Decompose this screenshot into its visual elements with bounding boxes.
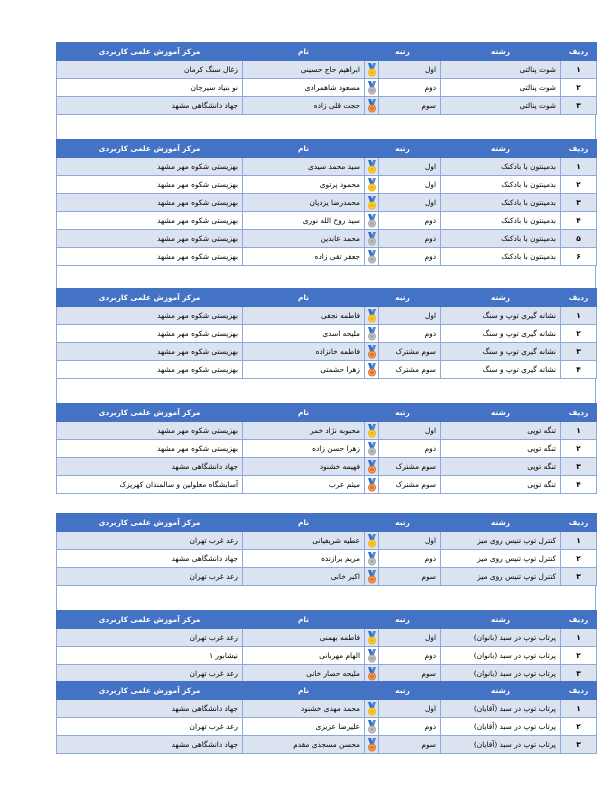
table-row: [57, 629, 597, 647]
silver-medal-icon: [367, 81, 377, 95]
table-row: [57, 458, 597, 476]
row-rank: دوم: [379, 718, 441, 736]
results-table: [56, 139, 597, 266]
row-medal: [365, 647, 379, 665]
row-index: ۲: [561, 325, 597, 343]
table-row: [57, 700, 597, 718]
header-index: ردیف: [561, 289, 597, 307]
row-medal: [365, 325, 379, 343]
bronze-medal-icon: [367, 570, 377, 584]
bronze-medal-icon: [367, 460, 377, 474]
row-name: فاطمه بهمنی: [243, 629, 365, 647]
row-name: اکبر خانی: [243, 568, 365, 586]
header-name: نام: [243, 289, 365, 307]
row-rank: دوم: [379, 79, 441, 97]
header-index: ردیف: [561, 514, 597, 532]
header-name: نام: [243, 514, 365, 532]
row-sport: نشانه گیری توپ و سنگ: [441, 361, 561, 379]
gold-medal-icon: [367, 178, 377, 192]
row-name: محمود پرتوی: [243, 176, 365, 194]
gold-medal-icon: [367, 424, 377, 438]
row-medal: [365, 194, 379, 212]
silver-medal-icon: [367, 214, 377, 228]
row-medal: [365, 440, 379, 458]
header-name: نام: [243, 611, 365, 629]
row-name: علیرضا عزیزی: [243, 718, 365, 736]
row-index: ۲: [561, 79, 597, 97]
table-header-row: [57, 140, 597, 158]
row-sport: بدمینتون با بادکنک: [441, 176, 561, 194]
row-rank: دوم: [379, 647, 441, 665]
results-table: [56, 610, 597, 683]
header-sport: رشته: [441, 140, 561, 158]
header-index: ردیف: [561, 611, 597, 629]
header-name: نام: [243, 682, 365, 700]
row-sport: پرتاب توپ در سبد (آقایان): [441, 736, 561, 754]
row-center: جهاد دانشگاهی مشهد: [57, 550, 243, 568]
header-index: ردیف: [561, 682, 597, 700]
results-table: [56, 403, 597, 494]
row-name: الهام مهربانی: [243, 647, 365, 665]
header-center: مرکز آموزش علمی کاربردی: [57, 514, 243, 532]
row-center: بهزیستی شکوه مهر مشهد: [57, 307, 243, 325]
row-rank: اول: [379, 422, 441, 440]
row-sport: پرتاب توپ در سبد (بانوان): [441, 647, 561, 665]
row-medal: [365, 550, 379, 568]
results-table-block: [56, 403, 596, 494]
row-center: بهزیستی شکوه مهر مشهد: [57, 230, 243, 248]
header-sport: رشته: [441, 404, 561, 422]
row-index: ۳: [561, 97, 597, 115]
row-rank: دوم: [379, 550, 441, 568]
row-medal: [365, 458, 379, 476]
table-header-row: [57, 611, 597, 629]
row-index: ۲: [561, 176, 597, 194]
table-row: [57, 325, 597, 343]
row-sport: تنگه توپی: [441, 476, 561, 494]
table-header-row: [57, 514, 597, 532]
row-rank: سوم مشترک: [379, 476, 441, 494]
silver-medal-icon: [367, 720, 377, 734]
row-name: محمد مهدی خشنود: [243, 700, 365, 718]
row-center: نیشابور ۱: [57, 647, 243, 665]
row-rank: سوم مشترک: [379, 458, 441, 476]
table-header-row: [57, 682, 597, 700]
row-name: ابراهیم حاج حسینی: [243, 61, 365, 79]
row-name: حجت قلی زاده: [243, 97, 365, 115]
row-rank: اول: [379, 307, 441, 325]
table-header-row: [57, 43, 597, 61]
header-rank: رتبه: [365, 404, 441, 422]
row-medal: [365, 158, 379, 176]
row-sport: نشانه گیری توپ و سنگ: [441, 343, 561, 361]
row-center: بهزیستی شکوه مهر مشهد: [57, 343, 243, 361]
row-name: فاطمه خانزاده: [243, 343, 365, 361]
row-index: ۱: [561, 158, 597, 176]
row-sport: کنترل توپ تنیس روی میز: [441, 532, 561, 550]
table-header-row: [57, 289, 597, 307]
header-center: مرکز آموزش علمی کاربردی: [57, 682, 243, 700]
gold-medal-icon: [367, 160, 377, 174]
table-row: [57, 665, 597, 683]
results-table-block: [56, 42, 596, 143]
row-sport: بدمینتون با بادکنک: [441, 194, 561, 212]
row-center: جهاد دانشگاهی مشهد: [57, 700, 243, 718]
header-rank: رتبه: [365, 289, 441, 307]
header-index: ردیف: [561, 140, 597, 158]
row-rank: دوم: [379, 325, 441, 343]
bronze-medal-icon: [367, 738, 377, 752]
row-center: جهاد دانشگاهی مشهد: [57, 736, 243, 754]
header-rank: رتبه: [365, 682, 441, 700]
table-row: [57, 550, 597, 568]
row-rank: سوم مشترک: [379, 361, 441, 379]
header-name: نام: [243, 43, 365, 61]
row-name: سید روح الله نوری: [243, 212, 365, 230]
table-row: [57, 647, 597, 665]
row-sport: پرتاب توپ در سبد (بانوان): [441, 665, 561, 683]
row-sport: شوت پنالتی: [441, 97, 561, 115]
header-name: نام: [243, 404, 365, 422]
results-table: [56, 681, 597, 754]
row-medal: [365, 307, 379, 325]
table-row: [57, 532, 597, 550]
row-medal: [365, 736, 379, 754]
row-rank: اول: [379, 194, 441, 212]
row-name: عطیه شریفیانی: [243, 532, 365, 550]
row-center: جهاد دانشگاهی مشهد: [57, 458, 243, 476]
row-rank: اول: [379, 158, 441, 176]
bronze-medal-icon: [367, 99, 377, 113]
bronze-medal-icon: [367, 345, 377, 359]
row-center: رعد غرب تهران: [57, 665, 243, 683]
row-index: ۲: [561, 718, 597, 736]
row-center: رعد غرب تهران: [57, 718, 243, 736]
row-index: ۱: [561, 532, 597, 550]
row-name: محسن مسجدی مقدم: [243, 736, 365, 754]
table-row: [57, 61, 597, 79]
row-sport: کنترل توپ تنیس روی میز: [441, 550, 561, 568]
row-medal: [365, 476, 379, 494]
row-medal: [365, 361, 379, 379]
row-rank: دوم: [379, 440, 441, 458]
row-rank: سوم مشترک: [379, 343, 441, 361]
row-rank: اول: [379, 532, 441, 550]
row-sport: شوت پنالتی: [441, 79, 561, 97]
row-medal: [365, 97, 379, 115]
row-index: ۳: [561, 665, 597, 683]
table-row: [57, 568, 597, 586]
row-center: بهزیستی شکوه مهر مشهد: [57, 212, 243, 230]
row-sport: بدمینتون با بادکنک: [441, 158, 561, 176]
row-name: مسعود شاهمرادی: [243, 79, 365, 97]
row-sport: تنگه توپی: [441, 458, 561, 476]
row-name: زهرا حسن زاده: [243, 440, 365, 458]
row-name: زهرا حشمتی: [243, 361, 365, 379]
row-index: ۱: [561, 307, 597, 325]
table-row: [57, 343, 597, 361]
bronze-medal-icon: [367, 478, 377, 492]
results-table-block: [56, 681, 596, 754]
row-medal: [365, 700, 379, 718]
row-name: ملیحه اسدی: [243, 325, 365, 343]
row-center: جهاد دانشگاهی مشهد: [57, 97, 243, 115]
bronze-medal-icon: [367, 363, 377, 377]
header-index: ردیف: [561, 43, 597, 61]
row-medal: [365, 176, 379, 194]
row-sport: شوت پنالتی: [441, 61, 561, 79]
row-sport: بدمینتون با بادکنک: [441, 212, 561, 230]
table-row: [57, 361, 597, 379]
row-rank: سوم: [379, 568, 441, 586]
table-row: [57, 422, 597, 440]
header-center: مرکز آموزش علمی کاربردی: [57, 43, 243, 61]
row-index: ۱: [561, 422, 597, 440]
header-rank: رتبه: [365, 140, 441, 158]
row-rank: اول: [379, 176, 441, 194]
silver-medal-icon: [367, 327, 377, 341]
gold-medal-icon: [367, 309, 377, 323]
results-table-block: [56, 288, 596, 407]
table-row: [57, 79, 597, 97]
gold-medal-icon: [367, 631, 377, 645]
row-rank: دوم: [379, 230, 441, 248]
row-medal: [365, 343, 379, 361]
header-sport: رشته: [441, 611, 561, 629]
row-center: بهزیستی شکوه مهر مشهد: [57, 248, 243, 266]
bronze-medal-icon: [367, 667, 377, 681]
row-center: بهزیستی شکوه مهر مشهد: [57, 194, 243, 212]
row-index: ۱: [561, 700, 597, 718]
table-header-row: [57, 404, 597, 422]
row-medal: [365, 248, 379, 266]
gold-medal-icon: [367, 63, 377, 77]
row-index: ۱: [561, 61, 597, 79]
row-index: ۲: [561, 440, 597, 458]
table-row: [57, 736, 597, 754]
table-row: [57, 158, 597, 176]
row-index: ۳: [561, 568, 597, 586]
row-center: رعد غرب تهران: [57, 629, 243, 647]
row-index: ۳: [561, 194, 597, 212]
row-rank: اول: [379, 629, 441, 647]
row-center: رعد غرب تهران: [57, 532, 243, 550]
row-medal: [365, 568, 379, 586]
row-index: ۴: [561, 361, 597, 379]
row-center: زغال سنگ کرمان: [57, 61, 243, 79]
header-sport: رشته: [441, 289, 561, 307]
row-medal: [365, 718, 379, 736]
row-name: محمد عابدین: [243, 230, 365, 248]
row-name: ملیحه حصار خانی: [243, 665, 365, 683]
row-index: ۲: [561, 647, 597, 665]
row-rank: دوم: [379, 212, 441, 230]
row-sport: تنگه توپی: [441, 440, 561, 458]
results-table: [56, 288, 597, 379]
row-medal: [365, 212, 379, 230]
row-name: محبوبه نژاد خمر: [243, 422, 365, 440]
gold-medal-icon: [367, 702, 377, 716]
row-index: ۵: [561, 230, 597, 248]
row-rank: سوم: [379, 97, 441, 115]
results-table: [56, 513, 597, 586]
row-rank: سوم: [379, 665, 441, 683]
row-center: بهزیستی شکوه مهر مشهد: [57, 158, 243, 176]
row-sport: تنگه توپی: [441, 422, 561, 440]
header-rank: رتبه: [365, 514, 441, 532]
row-medal: [365, 422, 379, 440]
table-row: [57, 176, 597, 194]
header-rank: رتبه: [365, 43, 441, 61]
row-sport: پرتاب توپ در سبد (بانوان): [441, 629, 561, 647]
row-rank: اول: [379, 700, 441, 718]
silver-medal-icon: [367, 649, 377, 663]
row-center: بهزیستی شکوه مهر مشهد: [57, 325, 243, 343]
header-index: ردیف: [561, 404, 597, 422]
table-row: [57, 307, 597, 325]
table-row: [57, 97, 597, 115]
header-center: مرکز آموزش علمی کاربردی: [57, 611, 243, 629]
row-index: ۶: [561, 248, 597, 266]
row-sport: نشانه گیری توپ و سنگ: [441, 307, 561, 325]
row-index: ۳: [561, 343, 597, 361]
row-index: ۴: [561, 476, 597, 494]
gold-medal-icon: [367, 196, 377, 210]
row-center: بهزیستی شکوه مهر مشهد: [57, 361, 243, 379]
silver-medal-icon: [367, 552, 377, 566]
row-name: محمدرضا یزدیان: [243, 194, 365, 212]
row-sport: پرتاب توپ در سبد (آقایان): [441, 700, 561, 718]
row-rank: اول: [379, 61, 441, 79]
row-sport: نشانه گیری توپ و سنگ: [441, 325, 561, 343]
row-index: ۲: [561, 550, 597, 568]
row-medal: [365, 61, 379, 79]
gold-medal-icon: [367, 534, 377, 548]
row-name: میثم عرب: [243, 476, 365, 494]
row-index: ۳: [561, 458, 597, 476]
header-sport: رشته: [441, 682, 561, 700]
header-rank: رتبه: [365, 611, 441, 629]
header-center: مرکز آموزش علمی کاربردی: [57, 289, 243, 307]
row-medal: [365, 532, 379, 550]
silver-medal-icon: [367, 232, 377, 246]
silver-medal-icon: [367, 442, 377, 456]
row-index: ۳: [561, 736, 597, 754]
table-row: [57, 718, 597, 736]
row-center: بهزیستی شکوه مهر مشهد: [57, 440, 243, 458]
table-row: [57, 440, 597, 458]
row-rank: سوم: [379, 736, 441, 754]
row-name: مریم برازنده: [243, 550, 365, 568]
row-rank: دوم: [379, 248, 441, 266]
header-name: نام: [243, 140, 365, 158]
header-center: مرکز آموزش علمی کاربردی: [57, 404, 243, 422]
header-sport: رشته: [441, 514, 561, 532]
row-center: آسایشگاه معلولین و سالمندان کهریزک: [57, 476, 243, 494]
silver-medal-icon: [367, 250, 377, 264]
table-row: [57, 212, 597, 230]
results-table-block: [56, 610, 596, 683]
row-name: سید محمد سیدی: [243, 158, 365, 176]
results-table-block: [56, 513, 596, 614]
row-medal: [365, 629, 379, 647]
row-medal: [365, 665, 379, 683]
results-table: [56, 42, 597, 115]
row-center: بهزیستی شکوه مهر مشهد: [57, 422, 243, 440]
table-row: [57, 476, 597, 494]
row-index: ۱: [561, 629, 597, 647]
row-name: جعفر تقی زاده: [243, 248, 365, 266]
row-sport: کنترل توپ تنیس روی میز: [441, 568, 561, 586]
row-name: فاطمه نجفی: [243, 307, 365, 325]
table-row: [57, 194, 597, 212]
results-table-block: [56, 139, 596, 294]
row-medal: [365, 230, 379, 248]
row-medal: [365, 79, 379, 97]
row-name: فهیمه خشنود: [243, 458, 365, 476]
header-center: مرکز آموزش علمی کاربردی: [57, 140, 243, 158]
header-sport: رشته: [441, 43, 561, 61]
table-row: [57, 248, 597, 266]
table-row: [57, 230, 597, 248]
row-sport: بدمینتون با بادکنک: [441, 230, 561, 248]
row-center: بهزیستی شکوه مهر مشهد: [57, 176, 243, 194]
row-center: رعد غرب تهران: [57, 568, 243, 586]
row-center: نو بنیاد سیرجان: [57, 79, 243, 97]
row-sport: بدمینتون با بادکنک: [441, 248, 561, 266]
row-sport: پرتاب توپ در سبد (آقایان): [441, 718, 561, 736]
row-index: ۴: [561, 212, 597, 230]
